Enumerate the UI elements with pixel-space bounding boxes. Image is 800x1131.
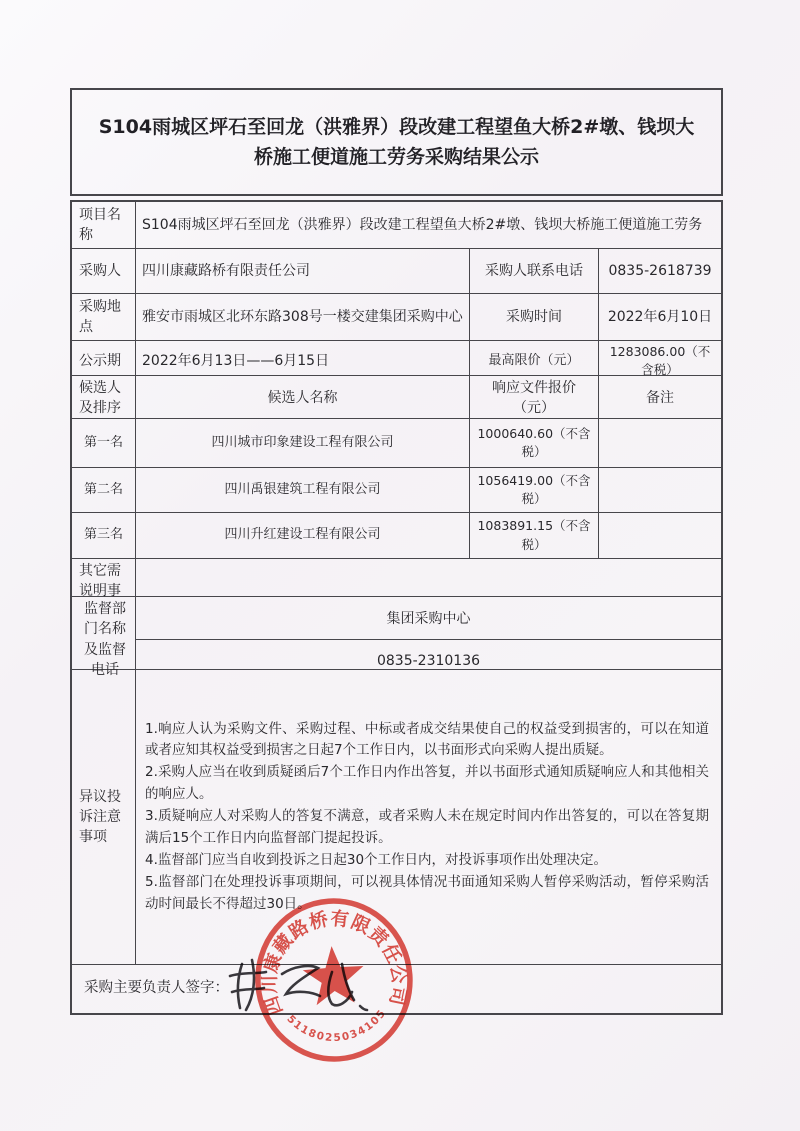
complaint-item-3: 3.质疑响应人对采购人的答复不满意，或者采购人未在规定时间内作出答复的，可以在答复期满后15个工作日内向监督部门提起投诉。: [145, 808, 709, 846]
seal-number-text: 5118025034105: [284, 1006, 389, 1045]
candidate-2-rank: 第二名: [83, 481, 123, 497]
row-candidates-header: [72, 375, 721, 418]
supervision-label: 监督部门名称及监督电话: [84, 601, 126, 678]
location-label: 采购地点: [79, 298, 121, 335]
complaint-content: [135, 670, 721, 964]
seal-star: [301, 944, 366, 1006]
company-seal-graphic: [237, 882, 432, 1080]
supervision-phone: 0835-2310136: [136, 639, 721, 682]
max-price-label: 最高限价（元）: [469, 341, 598, 381]
location-value: 雅安市雨城区北环东路308号一楼交建集团采购中心: [135, 294, 469, 340]
candidate-row-2: [72, 467, 721, 512]
candidate-2-price: 1056419.00（不含税）: [469, 468, 598, 512]
candidate-3-price: 1083891.15（不含税）: [469, 513, 598, 558]
candidates-price-header-line2: （元）: [513, 400, 555, 417]
candidates-name-header: 候选人名称: [135, 376, 469, 421]
candidates-note-header: 备注: [598, 376, 721, 421]
supervision-dept: 集团采购中心: [386, 611, 471, 628]
purchaser-label: 采购人: [79, 262, 121, 279]
purchaser-phone-value: 0835-2618739: [598, 249, 721, 293]
complaint-label: 异议投诉注意事项: [79, 788, 121, 846]
document-title: S104雨城区坪石至回龙（洪雅界）段改建工程望鱼大桥2#墩、钱坝大桥施工便道施工劳务采购结果公示: [70, 88, 723, 196]
row-project-name: [72, 202, 721, 248]
candidate-row-1: [72, 418, 721, 467]
purchaser-value: 四川康藏路桥有限责任公司: [135, 249, 469, 293]
candidates-price-header-line1: 响应文件报价: [492, 380, 576, 396]
row-supervision: [72, 596, 721, 678]
signature-label: 采购主要负责人签字：: [84, 980, 229, 997]
candidate-1-rank: 第一名: [83, 434, 123, 450]
complaint-item-5: 5.监督部门在处理投诉事项期间，可以视具体情况书面通知采购人暂停采购活动，暂停采购活动时间最长不得超过30日。: [145, 873, 709, 912]
project-name-value: S104雨城区坪石至回龙（洪雅界）段改建工程望鱼大桥2#墩、钱坝大桥施工便道施工劳务: [135, 202, 721, 248]
candidate-3-name: 四川升红建设工程有限公司: [135, 513, 469, 558]
candidate-1-price: 1000640.60（不含税）: [469, 419, 598, 467]
candidate-1-name: 四川城市印象建设工程有限公司: [135, 419, 469, 467]
company-seal: [237, 882, 432, 1080]
max-price-value: 1283086.00（不含税）: [598, 341, 721, 381]
seal-company-text: 四川康藏路桥有限责任公司: [259, 908, 410, 1018]
complaint-item-1: 1.响应人认为采购文件、采购过程、中标或者成交结果使自己的权益受到损害的，可以在知道或者应知其权益受到损害之日起7个工作日内，以书面形式向采购人提出质疑。: [145, 720, 709, 759]
purchaser-phone-label: 采购人联系电话: [469, 249, 598, 293]
candidate-2-note: [598, 468, 721, 512]
candidate-1-note: [598, 419, 721, 467]
candidate-row-3: [72, 512, 721, 558]
purchase-time-value: 2022年6月10日: [598, 294, 721, 340]
complaint-item-4: 4.监督部门应当自收到投诉之日起30个工作日内，对投诉事项作出处理决定。: [145, 851, 608, 868]
publicity-period-value: 2022年6月13日——6月15日: [135, 341, 469, 381]
other-notes-label: 其它需说明事: [79, 563, 121, 600]
project-name-label: 项目名称: [79, 206, 121, 243]
candidates-price-header: [469, 376, 598, 421]
row-other-notes: [72, 558, 721, 600]
complaint-item-2: 2.采购人应当在收到质疑函后7个工作日内作出答复，并以书面形式通知质疑响应人和其他相关的响应人。: [145, 764, 709, 803]
row-location: [72, 293, 721, 340]
candidate-3-note: [598, 513, 721, 558]
row-purchaser: [72, 248, 721, 293]
publicity-period-label: 公示期: [79, 352, 121, 369]
purchase-time-label: 采购时间: [469, 294, 598, 340]
candidates-rank-header: 候选人及排序: [79, 380, 121, 417]
candidate-2-name: 四川禹银建筑工程有限公司: [135, 468, 469, 512]
candidate-3-rank: 第三名: [83, 527, 123, 543]
row-publicity-period: [72, 340, 721, 378]
